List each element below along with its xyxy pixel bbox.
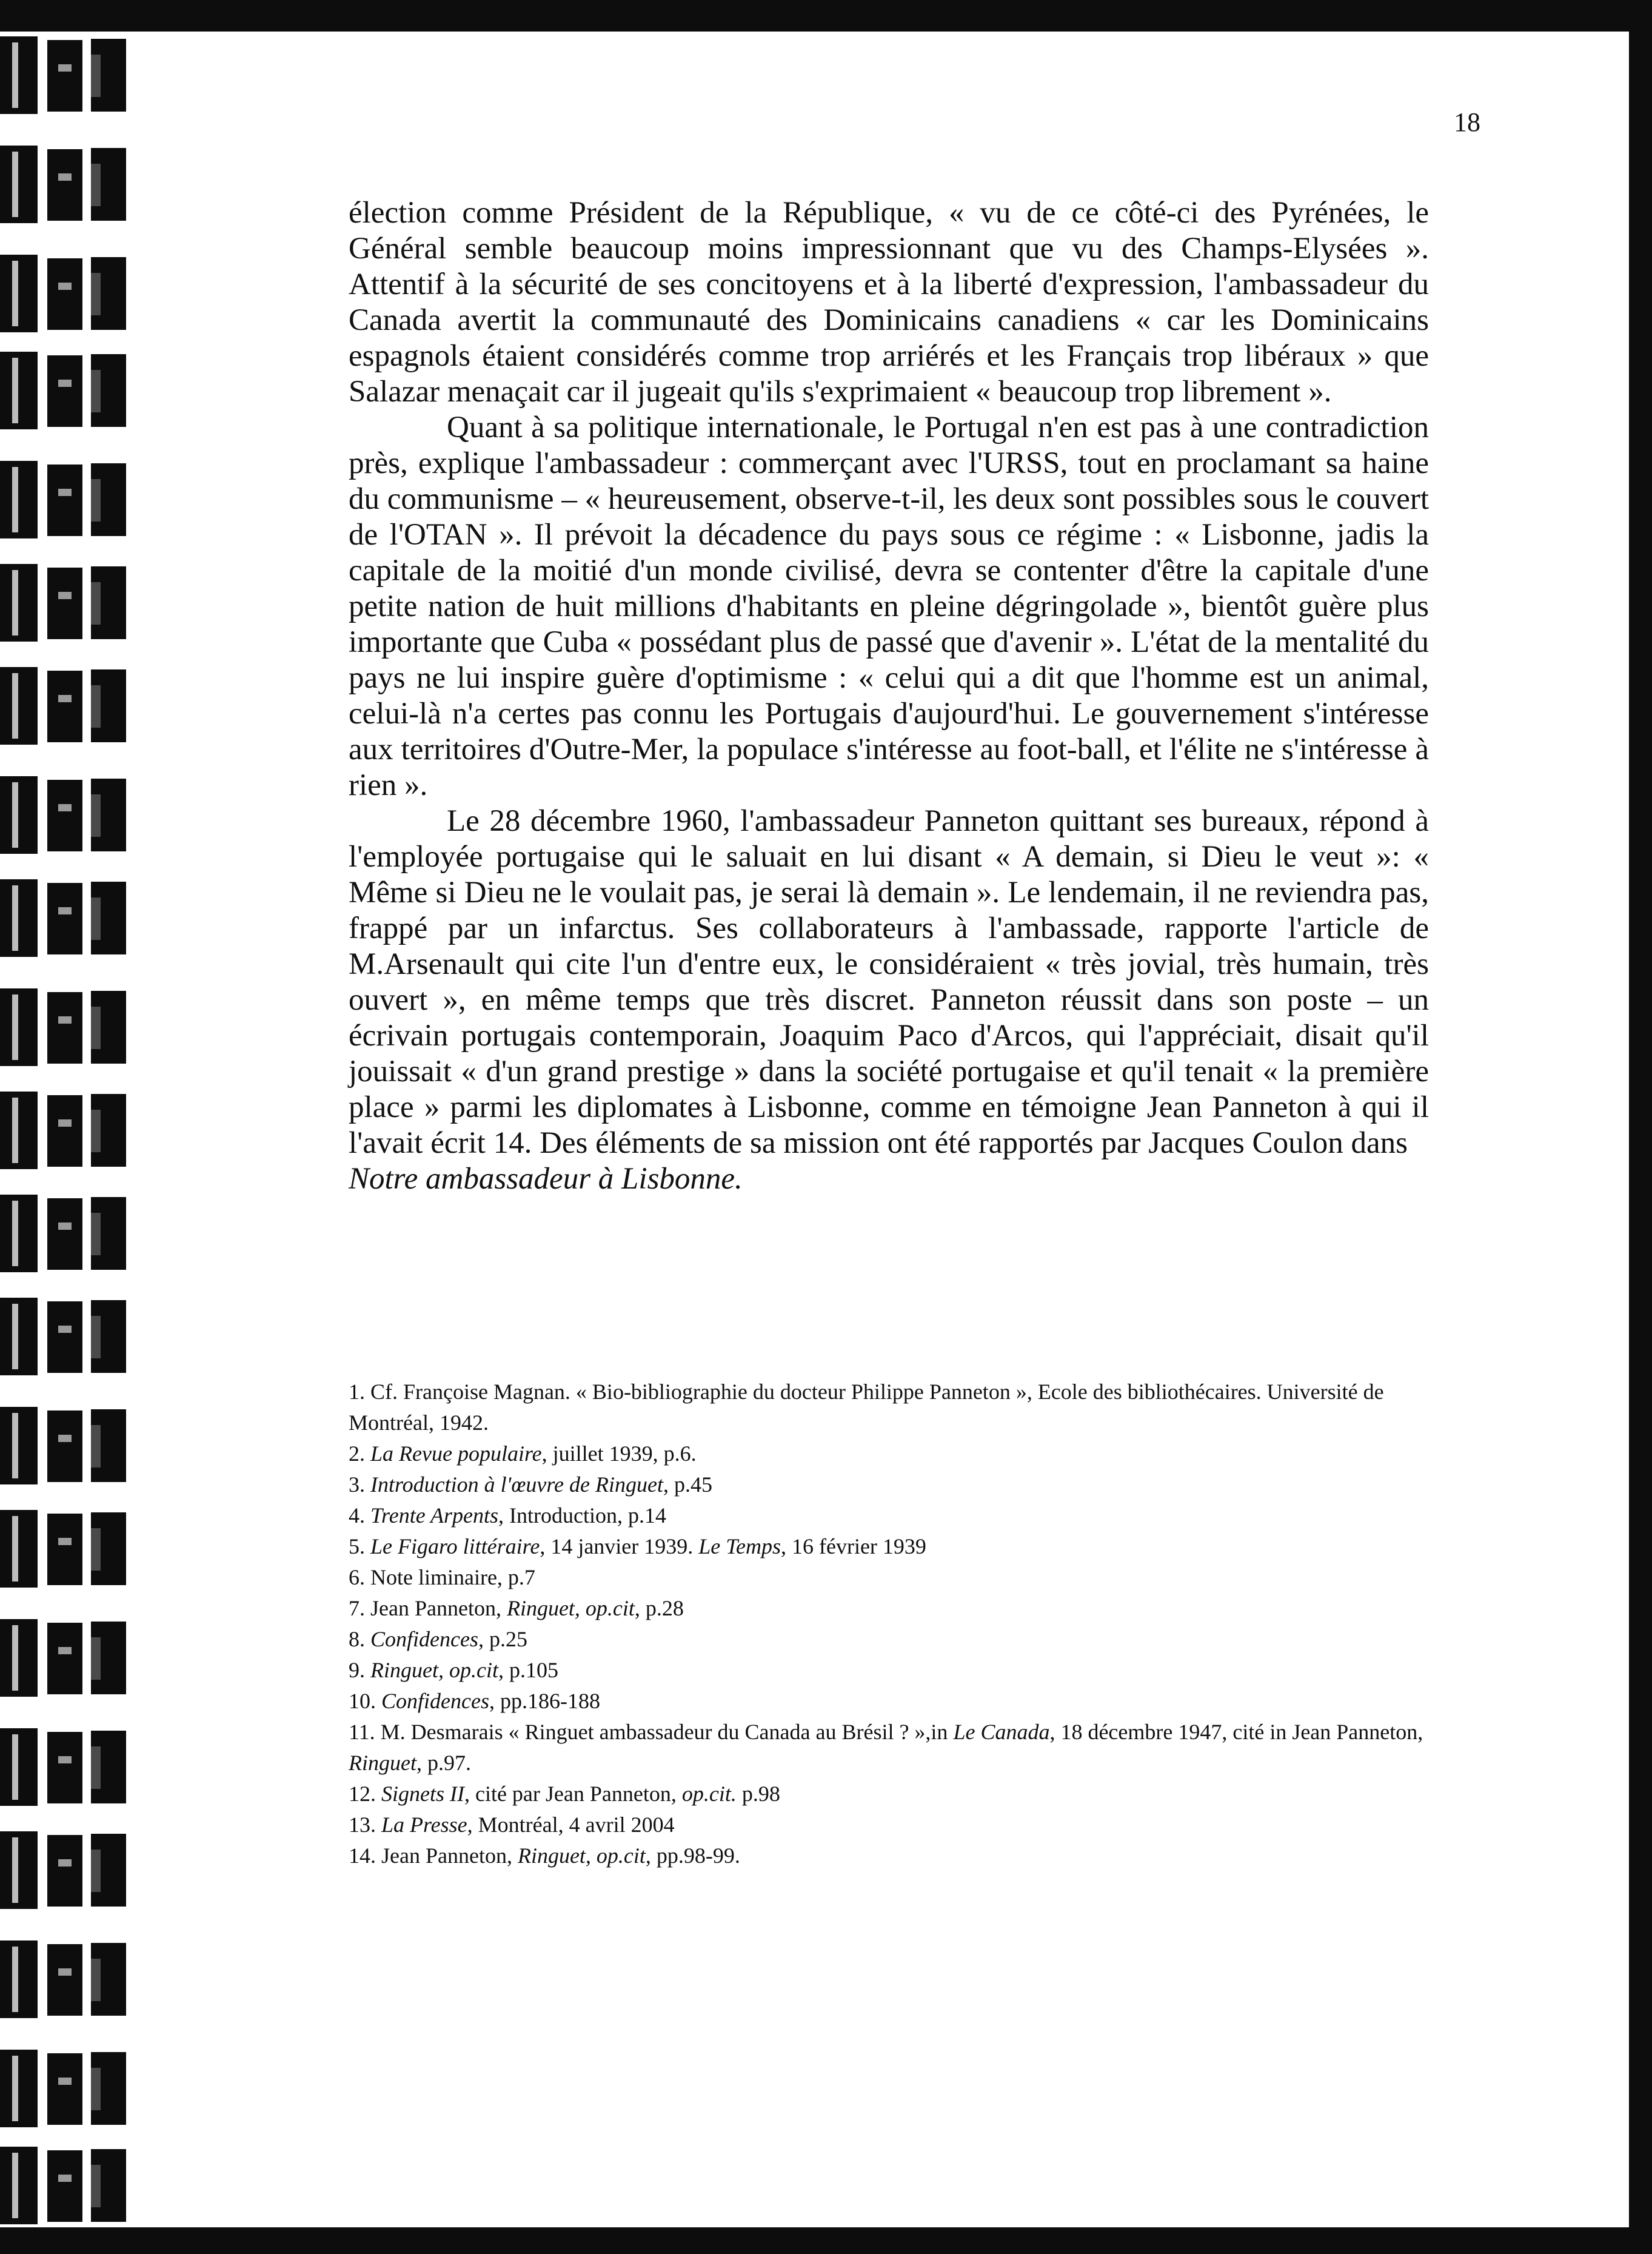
footnote: 1. Cf. Françoise Magnan. « Bio-bibliographie du docteur Philippe Panneton », Ecole des bibliothécaires. Université de Montréal, 1942. (349, 1380, 1384, 1435)
binding-ring (0, 352, 133, 429)
scan-border-top (0, 0, 1652, 32)
binding-ring (0, 1092, 133, 1169)
binding-ring (0, 1510, 133, 1588)
binding-ring (0, 36, 133, 114)
body-text (349, 195, 1429, 1197)
footnote: 3. Introduction à l'œuvre de Ringuet, p.45 (349, 1472, 712, 1497)
binding-ring (0, 255, 133, 332)
footnote: 9. Ringuet, op.cit, p.105 (349, 1658, 558, 1682)
footnote: 7. Jean Panneton, Ringuet, op.cit, p.28 (349, 1596, 684, 1620)
binding-ring (0, 879, 133, 957)
binding-ring (0, 461, 133, 538)
footnote: 5. Le Figaro littéraire, 14 janvier 1939. Le Temps, 16 février 1939 (349, 1534, 926, 1558)
binding-ring (0, 1407, 133, 1484)
footnote: 10. Confidences, pp.186-188 (349, 1689, 600, 1713)
footnote: 8. Confidences, p.25 (349, 1627, 527, 1651)
binding-ring (0, 776, 133, 854)
binding-ring (0, 2050, 133, 2127)
binding-ring (0, 1619, 133, 1697)
footnote: 12. Signets II, cité par Jean Panneton, op.cit. p.98 (349, 1782, 780, 1806)
binding-ring (0, 667, 133, 745)
book-title: Notre ambassadeur à Lisbonne. (349, 1162, 743, 1196)
scan-border-right (1629, 0, 1652, 2254)
binding-ring (0, 2147, 133, 2224)
footnote: 14. Jean Panneton, Ringuet, op.cit, pp.98-99. (349, 1843, 740, 1868)
footnote: 6. Note liminaire, p.7 (349, 1565, 535, 1589)
scan-border-bottom (0, 2227, 1652, 2254)
binding-ring (0, 1940, 133, 2018)
binding-ring (0, 146, 133, 223)
binding-ring (0, 564, 133, 642)
footnote: 2. La Revue populaire, juillet 1939, p.6. (349, 1441, 697, 1466)
footnote: 11. M. Desmarais « Ringuet ambassadeur du Canada au Brésil ? »,in Le Canada, 18 décembre 1947, cité in Jean Panneton, Ringuet, p.97. (349, 1720, 1423, 1775)
footnote: 13. La Presse, Montréal, 4 avril 2004 (349, 1813, 675, 1837)
spiral-binding (0, 0, 133, 2254)
footnote: 4. Trente Arpents, Introduction, p.14 (349, 1503, 666, 1528)
paragraph: élection comme Président de la République, « vu de ce côté-ci des Pyrénées, le Général semble beaucoup moins impressionnant que vu des Champs-Elysées ». Attentif à la sécurité de ses concitoyens et à la liberté d'expression, l'ambassadeur du Canada avertit la communauté des Dominicains canadiens « car les Dominicains espagnols étaient considérés comme trop arriérés et les Français trop libéraux » que Salazar menaçait car il jugeait qu'ils s'exprimaient « beaucoup trop librement ». (349, 196, 1429, 409)
paragraph-text: Le 28 décembre 1960, l'ambassadeur Panneton quittant ses bureaux, répond à l'employée portugaise qui le saluait en lui disant « A demain, si Dieu le veut »: « Même si Dieu ne le voulait pas, je serai là demain ». Le lendemain, il ne reviendra pas, frappé par un infarctus. Ses collaborateurs à l'ambassade, rapporte l'article de M.Arsenault qui cite l'un d'entre eux, le considéraient « très jovial, très humain, très ouvert », en même temps que très discret. Panneton réussit dans son poste – un écrivain portugais contemporain, Joaquim Paco d'Arcos, qui l'appréciait, disait qu'il jouissait « d'un grand prestige » dans la société portugaise et qu'il tenait « la première place » parmi les diplomates à Lisbonne, comme en témoigne Jean Panneton à qui il l'avait écrit 14. Des éléments de sa mission ont été rapportés par Jacques Coulon dans (349, 804, 1429, 1160)
footnotes (349, 1377, 1440, 1871)
binding-ring (0, 1195, 133, 1272)
page-number: 18 (1454, 107, 1480, 137)
binding-ring (0, 1831, 133, 1909)
binding-ring (0, 988, 133, 1066)
binding-ring (0, 1728, 133, 1806)
paragraph (349, 803, 1429, 1197)
binding-ring (0, 1298, 133, 1375)
paragraph: Quant à sa politique internationale, le Portugal n'en est pas à une contradiction près, explique l'ambassadeur : commerçant avec l'URSS, tout en proclamant sa haine du communisme – « heureusement, observe-t-il, les deux sont possibles sous le couvert de l'OTAN ». Il prévoit la décadence du pays sous ce régime : « Lisbonne, jadis la capitale de la moitié d'un monde civilisé, devra se contenter d'être la capitale d'une petite nation de huit millions d'habitants en pleine dégringolade », bientôt guère plus importante que Cuba « possédant plus de passé que d'avenir ». L'état de la mentalité du pays ne lui inspire guère d'optimisme : « celui qui a dit que l'homme est un animal, celui-là n'a certes pas connu les Portugais d'aujourd'hui. Le gouvernement s'intéresse aux territoires d'Outre-Mer, la populace s'intéresse au foot-ball, et l'élite ne s'intéresse à rien ». (349, 411, 1429, 802)
